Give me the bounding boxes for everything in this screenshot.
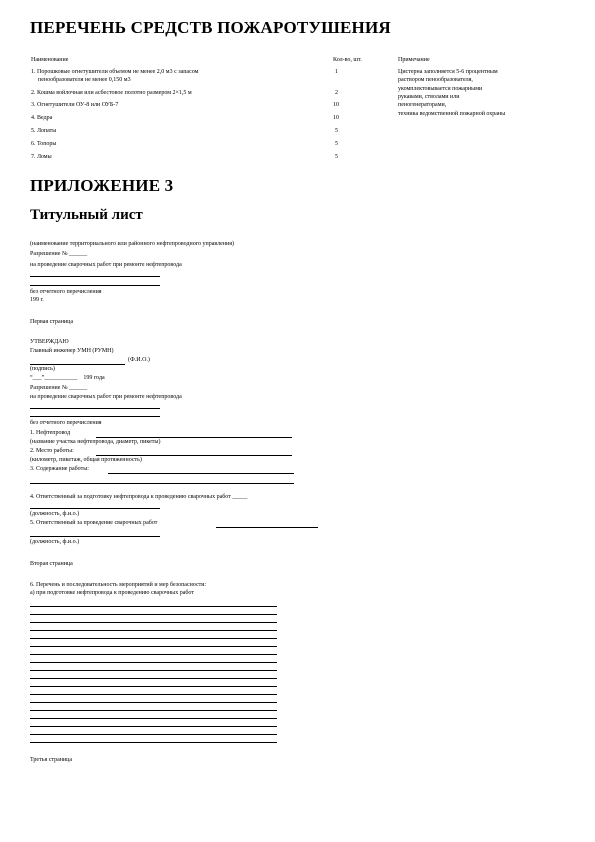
field-prep-responsible-hint: (должность, ф.и.о.): [30, 511, 80, 517]
measures-line[interactable]: [30, 630, 277, 631]
field-location-hint: (километр, пикетаж, общая протяженность): [30, 457, 142, 463]
column-header-note: Примечание: [398, 57, 430, 63]
field-weld-responsible-input[interactable]: [30, 536, 160, 537]
measures-line[interactable]: [30, 742, 277, 743]
table-row-name: 4. Ведра: [31, 115, 53, 121]
permit-number-2: Разрешение № ______: [30, 385, 88, 391]
field-pipeline-input[interactable]: [96, 437, 292, 438]
measures-line[interactable]: [30, 662, 277, 663]
measures-line[interactable]: [30, 606, 277, 607]
measures-line[interactable]: [30, 686, 277, 687]
blank-line[interactable]: [30, 285, 160, 286]
permit-purpose: на проведение сварочных работ при ремонте нефтепровода: [30, 262, 182, 268]
fio-hint: (Ф.И.О.): [128, 357, 150, 363]
field-prep-responsible-input[interactable]: [30, 508, 160, 509]
column-header-name: Наименование: [31, 57, 69, 63]
field-location-input[interactable]: [96, 455, 292, 456]
attachment-note: без отчетного перечисления: [30, 289, 102, 295]
measures-line[interactable]: [30, 710, 277, 711]
measures-line[interactable]: [30, 670, 277, 671]
measures-line[interactable]: [30, 622, 277, 623]
table-row-qty: 5: [335, 141, 338, 147]
permit-purpose-2: на проведение сварочных работ при ремонте нефтепровода: [30, 394, 182, 400]
blank-line[interactable]: [30, 416, 160, 417]
table-row-qty: 10: [333, 102, 339, 108]
measures-line[interactable]: [30, 678, 277, 679]
approve-label: УТВЕРЖДАЮ: [30, 339, 69, 345]
field-location-label: 2. Место работы:: [30, 448, 74, 454]
field-prep-responsible-label: 4. Ответственный за подготовку нефтепровода к проведению сварочных работ _____: [30, 494, 248, 500]
field-weld-responsible-hint: (должность, ф.и.о.): [30, 539, 80, 545]
measures-line[interactable]: [30, 646, 277, 647]
field-content-label: 3. Содержание работы:: [30, 466, 89, 472]
field-content-input[interactable]: [30, 483, 294, 484]
attachment-note-2: без отчетного перечисления: [30, 420, 102, 426]
measures-line[interactable]: [30, 614, 277, 615]
page-label-second: Вторая страница: [30, 561, 73, 567]
date-line: “___”___________ 199 года: [30, 375, 105, 381]
measures-line[interactable]: [30, 734, 277, 735]
measures-line[interactable]: [30, 702, 277, 703]
year: 199 г.: [30, 297, 44, 303]
table-row-qty: 10: [333, 115, 339, 121]
title-page-heading: Титульный лист: [30, 207, 143, 223]
table-row-qty: 1: [335, 69, 338, 75]
field-weld-responsible-input[interactable]: [216, 527, 318, 528]
table-row-name: 6. Топоры: [31, 141, 57, 147]
page-label-third: Третья страница: [30, 757, 73, 763]
measures-line[interactable]: [30, 726, 277, 727]
table-row-name-cont: пенообразователя не менее 0,150 м3: [38, 77, 131, 83]
signature-line[interactable]: [30, 364, 125, 365]
signature-hint: (подпись): [30, 366, 55, 372]
table-row-name: 2. Кошма войлочная или асбестовое полотно размером 2×1,5 м: [31, 90, 192, 96]
measures-line[interactable]: [30, 654, 277, 655]
blank-line[interactable]: [30, 276, 160, 277]
appendix-title: ПРИЛОЖЕНИЕ 3: [30, 176, 174, 195]
page-label-first: Первая страница: [30, 319, 73, 325]
org-name: (наименование территориального или районного нефтепроводного управления): [30, 241, 234, 247]
measures-line[interactable]: [30, 694, 277, 695]
table-row-name: 5. Лопаты: [31, 128, 57, 134]
table-row-name: 1. Порошковые огнетушители объемом не менее 2,0 м3 с запасом: [31, 69, 199, 75]
table-row-qty: 5: [335, 154, 338, 160]
table-row-name: 7. Ломы: [31, 154, 52, 160]
table-row-qty: 2: [335, 90, 338, 96]
measures-title: 6. Перечень и последовательность мероприятий и мер безопасности:: [30, 582, 207, 588]
table-row-qty: 5: [335, 128, 338, 134]
chief-engineer: Главный инженер УМН (РУМН): [30, 348, 114, 354]
field-pipeline-label: 1. Нефтепровод: [30, 430, 71, 436]
column-header-qty: Кол-во, шт.: [333, 57, 362, 63]
fire-equipment-title: ПЕРЕЧЕНЬ СРЕДСТВ ПОЖАРОТУШЕНИЯ: [30, 18, 391, 37]
measures-subtitle: а) при подготовке нефтепровода к проведению сварочных работ: [30, 590, 194, 596]
blank-line[interactable]: [30, 408, 160, 409]
table-row-name: 3. Огнетушители ОУ-8 или ОУБ-7: [31, 102, 119, 108]
measures-line[interactable]: [30, 718, 277, 719]
field-pipeline-hint: (название участка нефтепровода, диаметр, пикеты): [30, 439, 161, 445]
field-weld-responsible-label: 5. Ответственный за проведение сварочных работ: [30, 520, 158, 526]
permit-number: Разрешение № ______: [30, 251, 88, 257]
field-content-input[interactable]: [108, 473, 294, 474]
measures-line[interactable]: [30, 638, 277, 639]
